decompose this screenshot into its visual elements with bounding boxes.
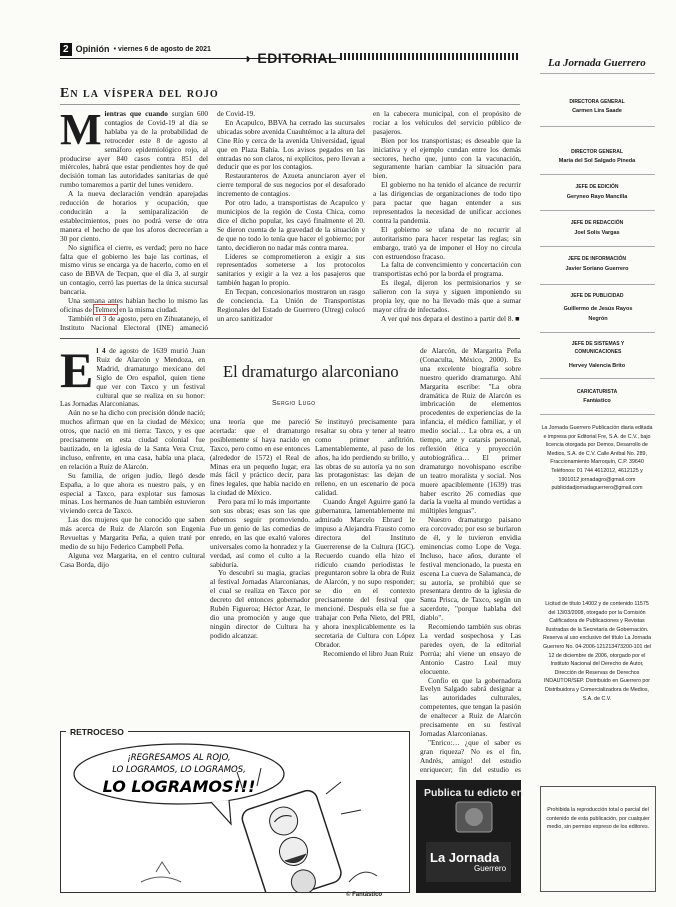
legal-info: Licitud de título 14002 y de contenido 11575 del 13/03/2008, otorgado por la Comisión Calificadora de Publicaciones y Revistas Ilustradas de la Secretaría de Gobernación. Reserva al uso exclusivo del título La Jornada Guerrero No. 04-2006-121213473200-101 del 12 de diciembre de 2006, otorgado por el Instituto Nacional del Derecho de Autor, Dirección de Reservas de Derechos INDAUTOR/SEP. Distribuido en Guerrero por Distribuidora y Comercializadora de Medios, S.A. de C.V. [542,601,652,702]
editorial-title-rule [60,104,520,105]
paragraph: Pero para mí lo más importante son sus obras; esas son las que debemos seguir promoviendo. Fue un genio de las comedias de enredo, en las que exaltó valores universales como la honradez y la verdad, así como el culto a la sabiduría. [210,497,310,569]
article-byline: Sergio Lugo [272,400,316,407]
staff-name: Javier Soriano Guerrero [565,266,629,272]
dropcap-e: E [60,347,94,398]
paragraph: de Alarcón, de Margarita Peña (Conaculta, México, 2000). Es una excelente biografía sobre nuestro querido dramaturgo. Ahí Margarita escribe: "La obra dramática de Ruiz de Alarcón es imbricación de elementos procedentes de experiencias de la infancia, el médico familiar, y el medio social… La obra es, a un tiempo, arte y catarsis personal, reflexión ética y proyección autobiográfica… El primer dramaturgo novohispano escribe un teatro moralista y social. Nos muere apaciblemente (1639) tras haber escrito 26 comedias que daría la vuelta al mundo vertidas a múltiples lenguas". [420,347,521,516]
editorial-column-3 [373,110,521,332]
ad-logo: La Jornada [430,850,500,865]
staff-role: JEFE DE PUBLICIDAD [570,293,624,299]
article-column-4 [420,347,521,775]
staff-name: María del Sol Salgado Pineda [558,158,636,164]
copyright-notice-box [540,786,656,892]
bubble-line-2: LO LOGRAMOS, LO LOGRAMOS, [112,765,246,775]
paragraph: en la misma ciudad. [117,304,178,314]
article-column-1 [60,347,205,725]
cartoon-section-title: RETROCESO [66,727,128,737]
paragraph: En Acapulco, BBVA ha cerrado las sucursales ubicadas sobre avenida Cuauhtémoc a la altura del Cine Río y cerca de la avenida Universidad, igual que en Plaza Bahía. Los avisos pegados en las entradas no son claros, ni explícitos, pero llevan a deducir que es por los contagios. [217,117,365,172]
section-separator [60,338,520,339]
page-number: 2 [60,43,72,56]
staff-name: Carmen Lira Saade [572,108,622,114]
staff-divider [540,174,655,175]
paragraph: Cuando Ángel Aguirre ganó la gubernatura, lamentablemente mi admirado Marcelo Ebrard le impuso a Alejandra Frausto como directora del Instituto Guerrerense de la Cultura (IGC). Recuerdo cuando ella hizo el ridículo cuando periodistas le preguntaron sobre la obra de Ruiz de Alarcón, y no supo responder; se dio en el contexto precisamente del festival que mencioné. Después ella se fue a trabajar con Peña Nieto, del PRI, y ahora inexplicablemente es la secretaria de Cultura con López Obrador. [315,497,415,649]
paragraph: Recomiendo el libro Juan Ruiz [323,648,414,658]
paragraph: Una semana antes habían hecho lo mismo las oficinas de [60,296,208,314]
article-column-3 [315,418,415,725]
staff-name: Hervey Valencia Brito [568,363,626,369]
paragraph: A ver qué nos depara el destino a partir del 8. ■ [381,313,520,323]
masthead-logo: La Jornada Guerrero [548,57,646,69]
section-name: Opinión [75,44,110,54]
paragraph: Bien por los transportistas; es deseable que la iniciativa y el ejemplo cundan entre los demás sectores, hecho que, junto con la vacunación, seguramente harían cambiar la situación para bien. [373,135,521,181]
paragraph: surgían 600 contagios de Covid-19 al día se hablaba ya de la probabilidad de retroceder este 8 de agosto al semáforo epidemiológico rojo, al producirse ayer 840 casos contra 851 del miércoles, habrá que estar pendientes hoy de qué decisión toman las autoridades sanitarias de qué rumbo tomaremos a partir del lunes venidero. [60,110,208,190]
paragraph: A la nueva declaración vendrán aparejadas reducción de horarios y ocupación, que conducirán a la semiparalización de establecimientos, pues no podrá verse de otra manera el hecho de que los aforos decrecerían a 30 por ciento. [60,189,208,243]
staff-role: JEFE DE INFORMACIÓN [567,256,627,262]
editorial-column-1 [60,110,208,332]
staff-name: Geryneo Rayo Mancilla [566,194,628,200]
paragraph: Las dos mujeres que he conocido que saben más acerca de Ruiz de Alarcón son Eugenia Revueltas y Margarita Peña, a quien traté por medio de su hijo Federico Campbell Peña. [60,515,205,551]
traffic-light-character [240,788,344,892]
paragraph: Recomiendo también sus obras La verdad sospechosa y Las paredes oyen, de la editorial Porrúa; ahí viene un ensayo de Antonio Castro Leal muy elocuente. [420,622,521,676]
paragraph: Aún no se ha dicho con precisión dónde nació; muchos afirman que en la ciudad de México; otros, que nació en mi tierra: Taxco, y es que precisamente en esta ciudad colonial fue bautizado, en la iglesia de la Santa Vera Cruz, incluso, enfrente, en una casa, había una placa, en relación a Ruiz de Alarcón. [60,408,205,471]
paragraph: "Enrico:… ¿que el saber es gran riqueza? No es el fin, Andrés, amigo! del estudio enriquecer; fin del estudio es [420,737,521,774]
ad-headline: Publica tu edicto en [424,787,524,799]
staff-role: JEFE DE SISTEMAS Y COMUNICACIONES [571,341,625,355]
dropcap-m: M [60,110,102,154]
paragraph: Líderes se comprometieron a exigir a sus representados someterse a los protocolos sanitarios y exigir a la vez a los pasajeros que también hagan lo propio. [217,251,365,288]
staff-name: Joel Solís Vargas [574,230,620,236]
paragraph: en la cabecera municipal, con el propósito de rociar a los vehículos del servicio público de pasajeros. [373,110,521,136]
editorial-column-2 [217,110,365,332]
highlighted-word: Telmex [94,304,117,314]
paragraph: Es ilegal, dijeron los permisionarios y se salieron con la suya y siguen imponiendo su propia ley, que no ha llevado más que a sumar mayor cifra de infectados. [373,278,521,314]
article-title: El dramaturgo alarconiano [223,362,399,381]
paragraph: Su familia, de origen judío, llegó desde España, a lo que ahora es nuestro país, y en especial a Taxco, para explotar sus famosas minas. Los hermanos de Juan también estuvieron viviendo cerca de Taxco. [60,470,205,516]
staff-divider [540,246,655,247]
paragraph: Alguna vez Margarita, en el centro cultural Casa Borda, dijo [60,550,205,569]
staff-divider [540,210,655,211]
publisher-info: La Jornada Guerrero Publicación diaria editada e impresa por Editorial Fre, S.A. de C.V., bajo licencia otorgada por Demos, Desarrollo de Medios, S.A. de C.V. Calle Aníbal No. 289, Fraccionamiento Marroquín, C.P. 39640 Teléfonos: 01 744 4612012, 4612125 y 1901012 jornadagro@gmail.com publicidadjornadaguerrero@gmail.com [541,425,653,492]
staff-role: DIRECTOR GENERAL [571,149,623,155]
paragraph: El gobierno no ha tenido el alcance de recurrir a las dirigencias de organizaciones de todo tipo para pactar que hagan entender a sus representados la necesidad de unificar acciones contra la pandemia. [373,180,521,225]
ad-logo-sub: Guerrero [474,864,507,873]
staff-role: JEFE DE EDICIÓN [575,184,619,190]
staff-name: Fantástico [583,398,611,404]
staff-name: Guillermo de Jesús Rayos Negrón [563,306,633,322]
staff-role: CARICATURISTA [576,389,618,395]
editorial-lead: ientras que cuando [104,110,168,118]
article-column-2 [210,418,310,725]
cartoon-credit: © Fantástico [346,892,383,898]
paragraph: una teoría que me pareció acertada: que el dramaturgo posiblemente sí haya nacido en Taxco, pero como en ese entonces (alrededor de 1572) el Real de Minas era un pequeño lugar, era más fácil y práctico decir, para fines legales, que había nacido en la ciudad de México. [210,418,310,498]
editorial-bar [340,53,520,60]
paragraph: Yo descubrí su magia, gracias al festival Jornadas Alarconianas, el cual se realiza en Taxco por decreto del entonces gobernador Rubén Figueroa; Héctor Azar, le dio una promoción y auge que ningún director de Cultura ha podido alcanzar. [210,568,310,640]
staff-role: JEFE DE REDACCIÓN [570,220,624,226]
copyright-notice: Prohibida la reproducción total o parcial del contenido de esta publicación, por cualquier medio, sin permiso expreso de los editores. [546,807,650,831]
staff-divider [540,332,655,333]
paragraph: de Covid-19. [217,110,256,118]
paragraph: Nuestro dramaturgo paisano era corcovado; por eso se burlaron de él, y le tuvieron envidia eminencias como Lope de Vega. Incluso, hace años, durante el festival mencionado, la puesta en escena La cueva de Salamanca, de su autoría, se prohibió que se presentara dentro de la iglesia de Santa Prisca, de Taxco, según un sacerdote, "porque hablaba del diablo". [420,515,521,623]
staff-role: DIRECTORA GENERAL [569,99,625,105]
staff-divider [540,414,655,415]
staff-divider [540,126,655,127]
editorial-label-text: EDITORIAL [257,50,338,66]
cartoon-frame [60,731,410,893]
bubble-line-1: ¡REGRESAMOS AL ROJO, [127,753,231,763]
paragraph: de agosto de 1639 murió Juan Ruiz de Alarcón y Mendoza, en Madrid, dramaturgo mexicano del Siglo de Oro español, quien tiene que ver con Taxco y un festival cultural que se realiza en su honor: Las Jornadas Alarconianas. [60,347,205,409]
article-lead: l 4 [96,347,106,355]
header-date: • viernes 6 de agosto de 2021 [113,45,211,53]
paragraph: La falta de convencimiento y concertación con transportistas echó por la borda el programa. [373,260,521,279]
editorial-label: ◗ EDITORIAL [244,50,338,66]
paragraph: Por otro lado, a transportistas de Acapulco y municipios de la región de Costa Chica, como dice el dicho popular, les cayó finalmente el 20. Se dieron cuenta de la gravedad de la situación y de que no todo lo tenía que hacer el gobierno; por tanto, decidieron no nadar más contra marea. [217,198,365,252]
staff-divider [540,284,655,285]
bubble-shout: LO LOGRAMOS!!! [102,777,256,796]
staff-divider [540,378,655,379]
paragraph: El gobierno se ufana de no recurrir al autoritarismo para hacer respetar las reglas; sin embargo, trató ya de imponer el Hoy no circula con estruendoso fracaso. [373,224,521,261]
editorial-title: En la víspera del rojo [60,86,219,101]
paragraph: En Tecpan, concesionarios mostraron un rasgo de conciencia. La Unión de Transportistas Regionales del Estado de Guerrero (Utreg) colocó un arco sanitizador [217,287,365,323]
paragraph: También el 3 de agosto, pero en Zihuatanejo, el Instituto Nacional Electoral (INE) amaneció [60,313,208,332]
cartoon-illustration [61,732,409,892]
masthead-rule [540,73,655,74]
paragraph: Restauranteros de Azueta anunciaron ayer el cierre temporal de sus negocios por el desaforado incremento de contagios. [217,171,365,199]
paragraph: Se instituyó precisamente para resaltar su obra y tener al teatro como primer anfitrión. Lamentablemente, al paso de los años, ha ido perdiendo su brillo, y las obras de su autoría ya no son las protagonistas: las dejan de relleno, en un escenario de poca calidad. [315,418,415,498]
paragraph: Confío en que la gobernadora Evelyn Salgado sabrá designar a las autoridades culturales, competentes, que tengan la pasión de enaltecer a Ruiz de Alarcón precisamente en su festival Jornadas Alarconianas. [420,675,521,738]
paragraph: No significa el cierre, es verdad; pero no hace falta que el gobierno les baje las cortinas, el mismo virus se encarga ya de hacerlo, como en el caso de BBVA de Tecpan, que el día 3, al surgir un contagio, cerró las puertas de la única sucursal bancaria. [60,242,208,297]
